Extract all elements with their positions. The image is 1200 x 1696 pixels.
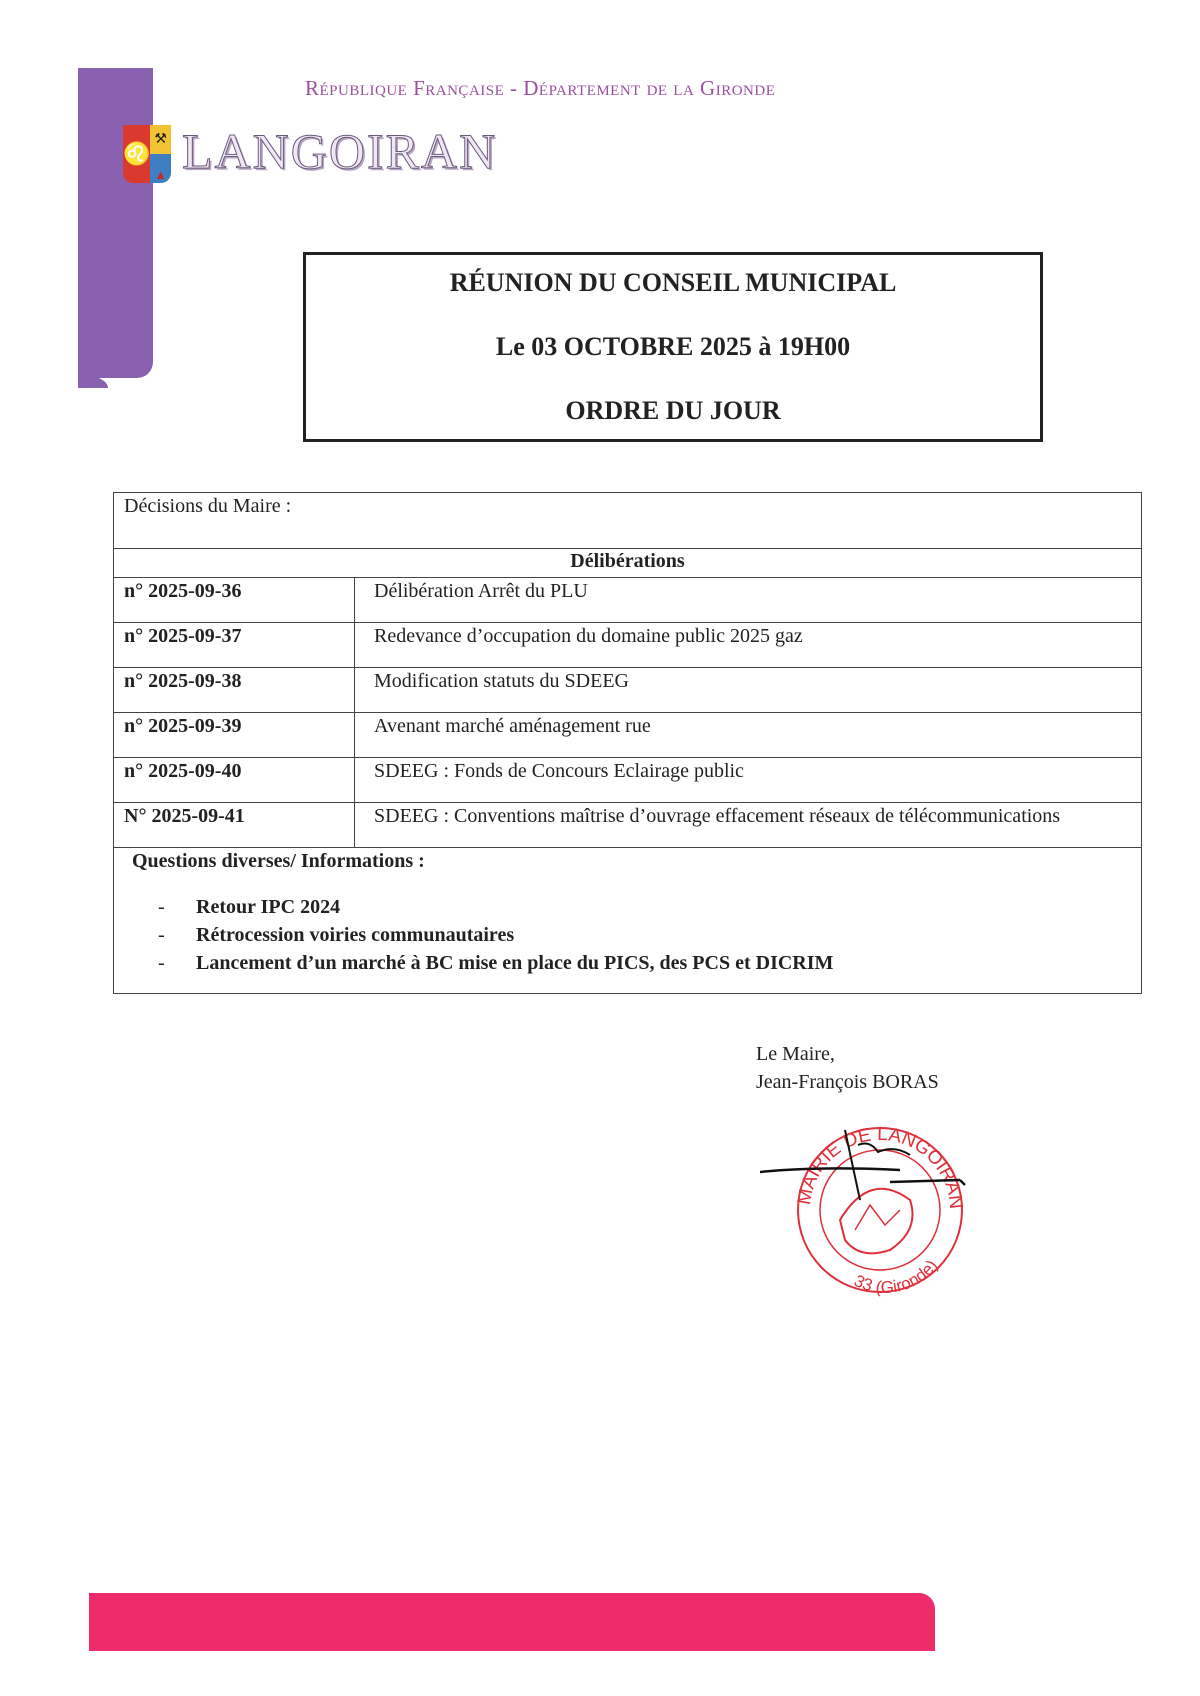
dash-bullet: - [158,896,165,918]
list-item [158,921,1123,949]
list-item [158,949,1123,977]
deliberations-header: Délibérations [114,549,1142,578]
deliberation-number: N° 2025-09-41 [114,803,355,848]
decorative-purple-band [78,68,153,378]
svg-text:33 (Gironde): 33 (Gironde) [851,1256,942,1298]
meeting-title: RÉUNION DU CONSEIL MUNICIPAL [449,268,897,297]
dash-bullet: - [158,952,165,974]
table-row [114,668,1142,713]
signature-block [756,1040,939,1096]
decisions-label: Décisions du Maire : [114,493,1142,549]
decorative-pink-band [89,1593,935,1651]
agenda-table [113,492,1142,994]
deliberations-header-row [114,549,1142,578]
meeting-title-box [303,252,1043,442]
question-text: Rétrocession voiries communautaires [196,924,515,946]
deliberation-number: n° 2025-09-37 [114,623,355,668]
decisions-row [114,493,1142,549]
question-text: Lancement d’un marché à BC mise en place du PICS, des PCS et DICRIM [196,952,834,974]
crossed-axes-icon: ⚒ [150,125,171,154]
table-row [114,578,1142,623]
official-stamp-icon [760,1110,1060,1300]
deliberation-number: n° 2025-09-36 [114,578,355,623]
table-row [114,758,1142,803]
list-item [158,893,1123,921]
question-text: Retour IPC 2024 [196,896,341,918]
agenda-title: ORDRE DU JOUR [565,396,781,425]
mountain-icon: ▲ [150,154,171,183]
questions-cell [114,848,1142,994]
dash-bullet: - [158,924,165,946]
svg-text:MAIRIE DE LANGOIRAN: MAIRIE DE LANGOIRAN [793,1123,967,1210]
deliberation-description: Modification statuts du SDEEG [355,668,1142,713]
deliberation-description: Avenant marché aménagement rue [355,713,1142,758]
deliberation-number: n° 2025-09-40 [114,758,355,803]
questions-label: Questions diverses/ Informations : [132,850,425,872]
coat-of-arms-icon [123,125,171,183]
table-row [114,803,1142,848]
questions-row [114,848,1142,994]
town-name: LANGOIRAN [182,123,498,179]
deliberation-number: n° 2025-09-38 [114,668,355,713]
table-row [114,623,1142,668]
lion-icon: ♌ [123,125,150,183]
deliberation-description: Délibération Arrêt du PLU [355,578,1142,623]
deliberation-number: n° 2025-09-39 [114,713,355,758]
table-row [114,713,1142,758]
meeting-date: Le 03 OCTOBRE 2025 à 19H00 [495,332,851,361]
mayor-name: Jean-François BORAS [756,1071,939,1093]
deliberation-description: Redevance d’occupation du domaine public 2025 gaz [355,623,1142,668]
republic-department-header: République Française - Département de la Gironde [305,76,776,100]
deliberation-description: SDEEG : Fonds de Concours Eclairage public [355,758,1142,803]
mayor-role: Le Maire, [756,1043,835,1065]
questions-list [158,893,1123,977]
deliberation-description: SDEEG : Conventions maîtrise d’ouvrage effacement réseaux de télécommunications [355,803,1142,848]
